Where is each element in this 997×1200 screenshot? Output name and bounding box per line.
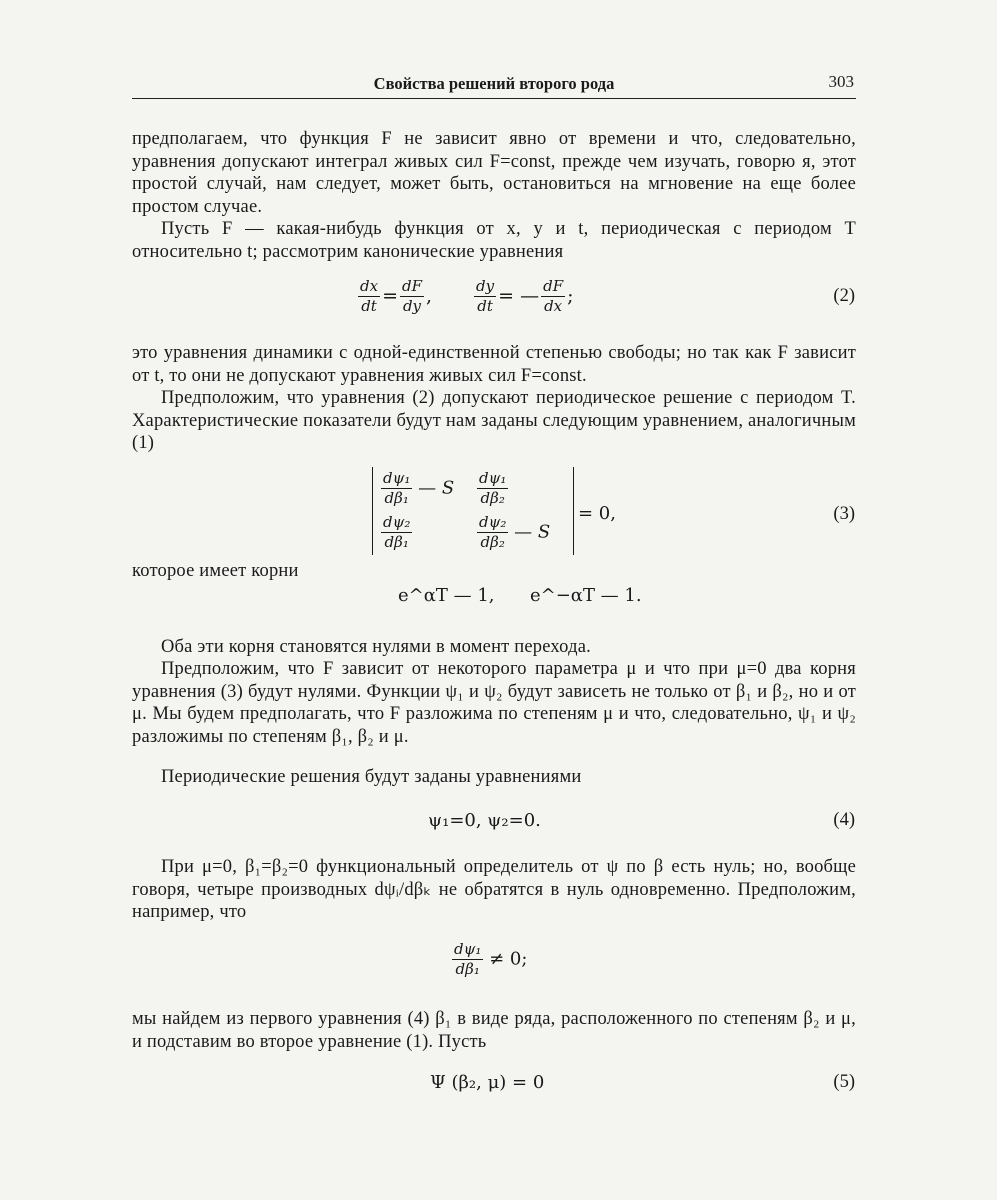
paragraph-1: предполагаем, что функция F не зависит явно от времени и что, следовательно, уравнения допускают интеграл живых сил F=const, прежде чем изучать, говорю я, этот простой случай, нам следует, может быть, остановиться на мгновение на еще более простом случае. (132, 129, 856, 217)
equation-number-2: (2) (833, 286, 855, 306)
equation-5: Ψ (β₂, μ) = 0 (430, 1072, 545, 1093)
paragraph-5: которое имеет корни (132, 561, 299, 581)
running-header (132, 72, 856, 99)
fraction-dF-dx: $\frac{dF}{dx}$ (543, 277, 564, 315)
paragraph-10: мы найдем из первого уравнения (4) β₁ в виде ряда, расположенного по степеням β₂ и μ, и подставим во второе уравнение (1). Пусть (132, 1009, 856, 1052)
root-2: e^−αT — 1. (529, 585, 642, 606)
fraction-dpsi1-dbeta1: $\frac{\text{dψ₁}}{\text{dβ₁}}$ (454, 940, 482, 978)
equation-4: ψ₁=0, ψ₂=0. (428, 810, 541, 831)
fraction-dy-dt: $\frac{dy}{dt}$ (476, 277, 495, 315)
inequality: $\frac{\text{dψ₁}}{\text{dβ₁}}$ ≠ 0; (454, 940, 528, 978)
root-1: e^αT — 1, (398, 585, 495, 606)
paragraph-3: это уравнения динамики с одной-единственной степенью свободы; но так как F зависит от t, то они не допускают уравнения живых сил F=const. (132, 343, 856, 386)
paragraph-7: Предположим, что F зависит от некоторого параметра μ и что при μ=0 два корня уравнения (3) будут нулями. Функции ψ₁ и ψ₂ будут зависеть не только от β₁ и β₂, но и от μ. Мы будем предполагать, что F разложима по степеням μ и что, следовательно, ψ₁ и ψ₂ разложимы по степеням β₁, β₂ и μ. (132, 659, 856, 747)
det-cell-22: $\frac{\text{dψ₂}}{\text{dβ₂}}$ — S (479, 513, 551, 551)
equation-number-4: (4) (833, 810, 855, 830)
page-number: 303 (828, 72, 854, 91)
equation-number-5: (5) (833, 1072, 855, 1092)
paragraph-8: Периодические решения будут заданы уравнениями (161, 767, 582, 787)
equation-2: $\frac{dx}{dt}$ = $\frac{dF}{dy}$ , $\frac{dy}{dt}$ = — $\frac{dF}{dx}$ ; (360, 277, 574, 315)
paragraph-2: Пусть F — какая-нибудь функция от x, y и t, периодическая с периодом T относительно t; рассмотрим канонические уравнения (132, 219, 856, 262)
det-cell-21: $\frac{\text{dψ₂}}{\text{dβ₁}}$ (383, 513, 411, 551)
fraction-dx-dt: $\frac{dx}{dt}$ (360, 277, 379, 315)
det-cell-11: $\frac{\text{dψ₁}}{\text{dβ₁}}$ — S (383, 469, 455, 507)
det-cell-12: $\frac{\text{dψ₁}}{\text{dβ₂}}$ (479, 469, 507, 507)
determinant-matrix (372, 467, 574, 555)
determinant-rhs: = 0, (578, 503, 616, 524)
roots-line (398, 585, 642, 606)
equation-number-3: (3) (833, 504, 855, 524)
paragraph-4: Предположим, что уравнения (2) допускают периодическое решение с периодом T. Характеристические показатели будут нам заданы следующим уравнением, аналогичным (1) (132, 388, 856, 453)
fraction-dF-dy: $\frac{dF}{dy}$ (401, 277, 422, 315)
paragraph-6: Оба эти корня становятся нулями в момент перехода. (161, 637, 591, 657)
running-title: Свойства решений второго рода (373, 74, 615, 93)
paragraph-9: При μ=0, β₁=β₂=0 функциональный определитель от ψ по β есть нуль; но, вообще говоря, четыре производных dψᵢ/dβₖ не обратятся в нуль одновременно. Предположим, например, что (132, 857, 856, 922)
